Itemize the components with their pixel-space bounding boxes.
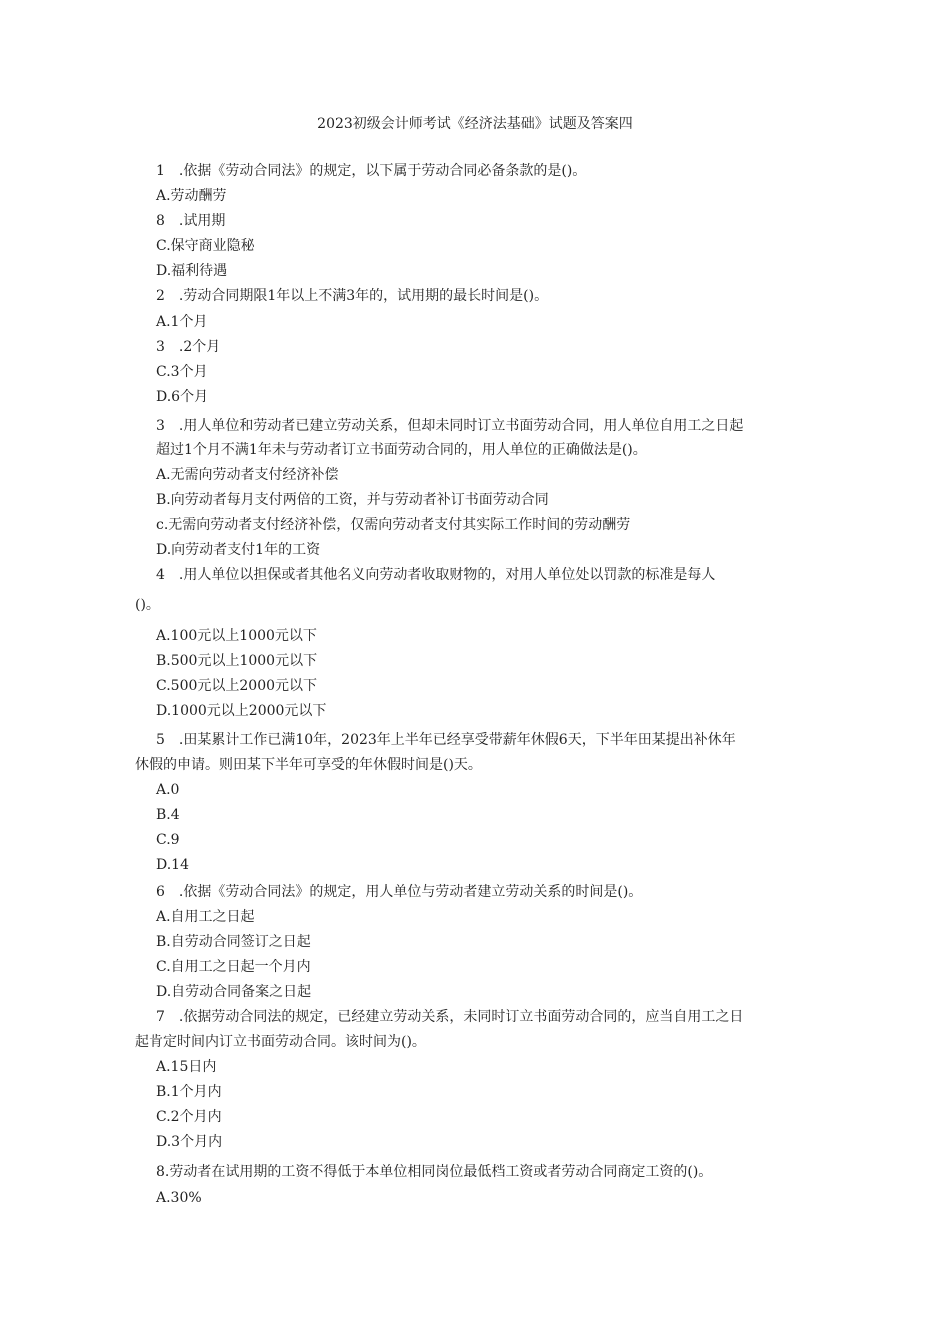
option-line: C.500元以上2000元以下 [156,678,318,694]
question-4-stem: 4 .用人单位以担保或者其他名义向劳动者收取财物的，对用人单位处以罚款的标准是每人 [156,567,716,583]
option-line: A.自用工之日起 [156,909,255,925]
question-7-stem: 7 .依据劳动合同法的规定，已经建立劳动关系，未同时订立书面劳动合同的，应当自用工之日 [156,1009,744,1025]
option-line: C.自用工之日起一个月内 [156,959,311,975]
option-line: A.30% [156,1190,202,1206]
question-4-stem-cont: ()。 [135,597,160,613]
question-1-stem: 1 .依据《劳动合同法》的规定，以下属于劳动合同必备条款的是()。 [156,163,587,179]
document-title: 2023初级会计师考试《经济法基础》试题及答案四 [317,116,633,132]
option-line: C.9 [156,832,180,848]
option-line: D.自劳动合同备案之日起 [156,984,312,1000]
option-line: C.保守商业隐秘 [156,238,255,254]
question-6-stem: 6 .依据《劳动合同法》的规定，用人单位与劳动者建立劳动关系的时间是()。 [156,884,643,900]
option-line: B.500元以上1000元以下 [156,653,318,669]
option-line: D.福利待遇 [156,263,228,279]
option-line: A.1个月 [156,314,208,330]
option-line: 3 .2个月 [156,339,221,355]
option-line: A.100元以上1000元以下 [156,628,317,644]
option-line: C.3个月 [156,364,208,380]
question-3-stem-cont: 超过1个月不满1年未与劳动者订立书面劳动合同的，用人单位的正确做法是()。 [156,442,647,458]
option-line: c.无需向劳动者支付经济补偿，仅需向劳动者支付其实际工作时间的劳动酬劳 [156,517,631,533]
option-line: A.劳动酬劳 [156,188,227,204]
question-2-stem: 2 .劳动合同期限1年以上不满3年的，试用期的最长时间是()。 [156,288,549,304]
option-line: D.向劳动者支付1年的工资 [156,542,321,558]
option-line: A.0 [156,782,180,798]
question-7-stem-cont: 起肯定时间内订立书面劳动合同。该时间为()。 [135,1034,426,1050]
question-8-stem: 8.劳动者在试用期的工资不得低于本单位相同岗位最低档工资或者劳动合同商定工资的()。 [156,1164,713,1180]
option-line: A.无需向劳动者支付经济补偿 [156,467,339,483]
option-line: D.3个月内 [156,1134,223,1150]
option-line: D.14 [156,857,189,873]
question-5-stem-cont: 休假的申请。则田某下半年可享受的年休假时间是()天。 [135,757,482,773]
option-line: B.向劳动者每月支付两倍的工资，并与劳动者补订书面劳动合同 [156,492,549,508]
option-line: D.6个月 [156,389,209,405]
question-5-stem: 5 .田某累计工作已满10年，2023年上半年已经享受带薪年休假6天，下半年田某提出补休年 [156,732,736,748]
option-line: A.15日内 [156,1059,217,1075]
option-line: C.2个月内 [156,1109,222,1125]
option-line: 8 .试用期 [156,213,226,229]
option-line: B.4 [156,807,180,823]
option-line: B.自劳动合同签订之日起 [156,934,311,950]
option-line: B.1个月内 [156,1084,222,1100]
option-line: D.1000元以上2000元以下 [156,703,327,719]
question-3-stem: 3 .用人单位和劳动者已建立劳动关系，但却未同时订立书面劳动合同，用人单位自用工之日起 [156,418,744,434]
